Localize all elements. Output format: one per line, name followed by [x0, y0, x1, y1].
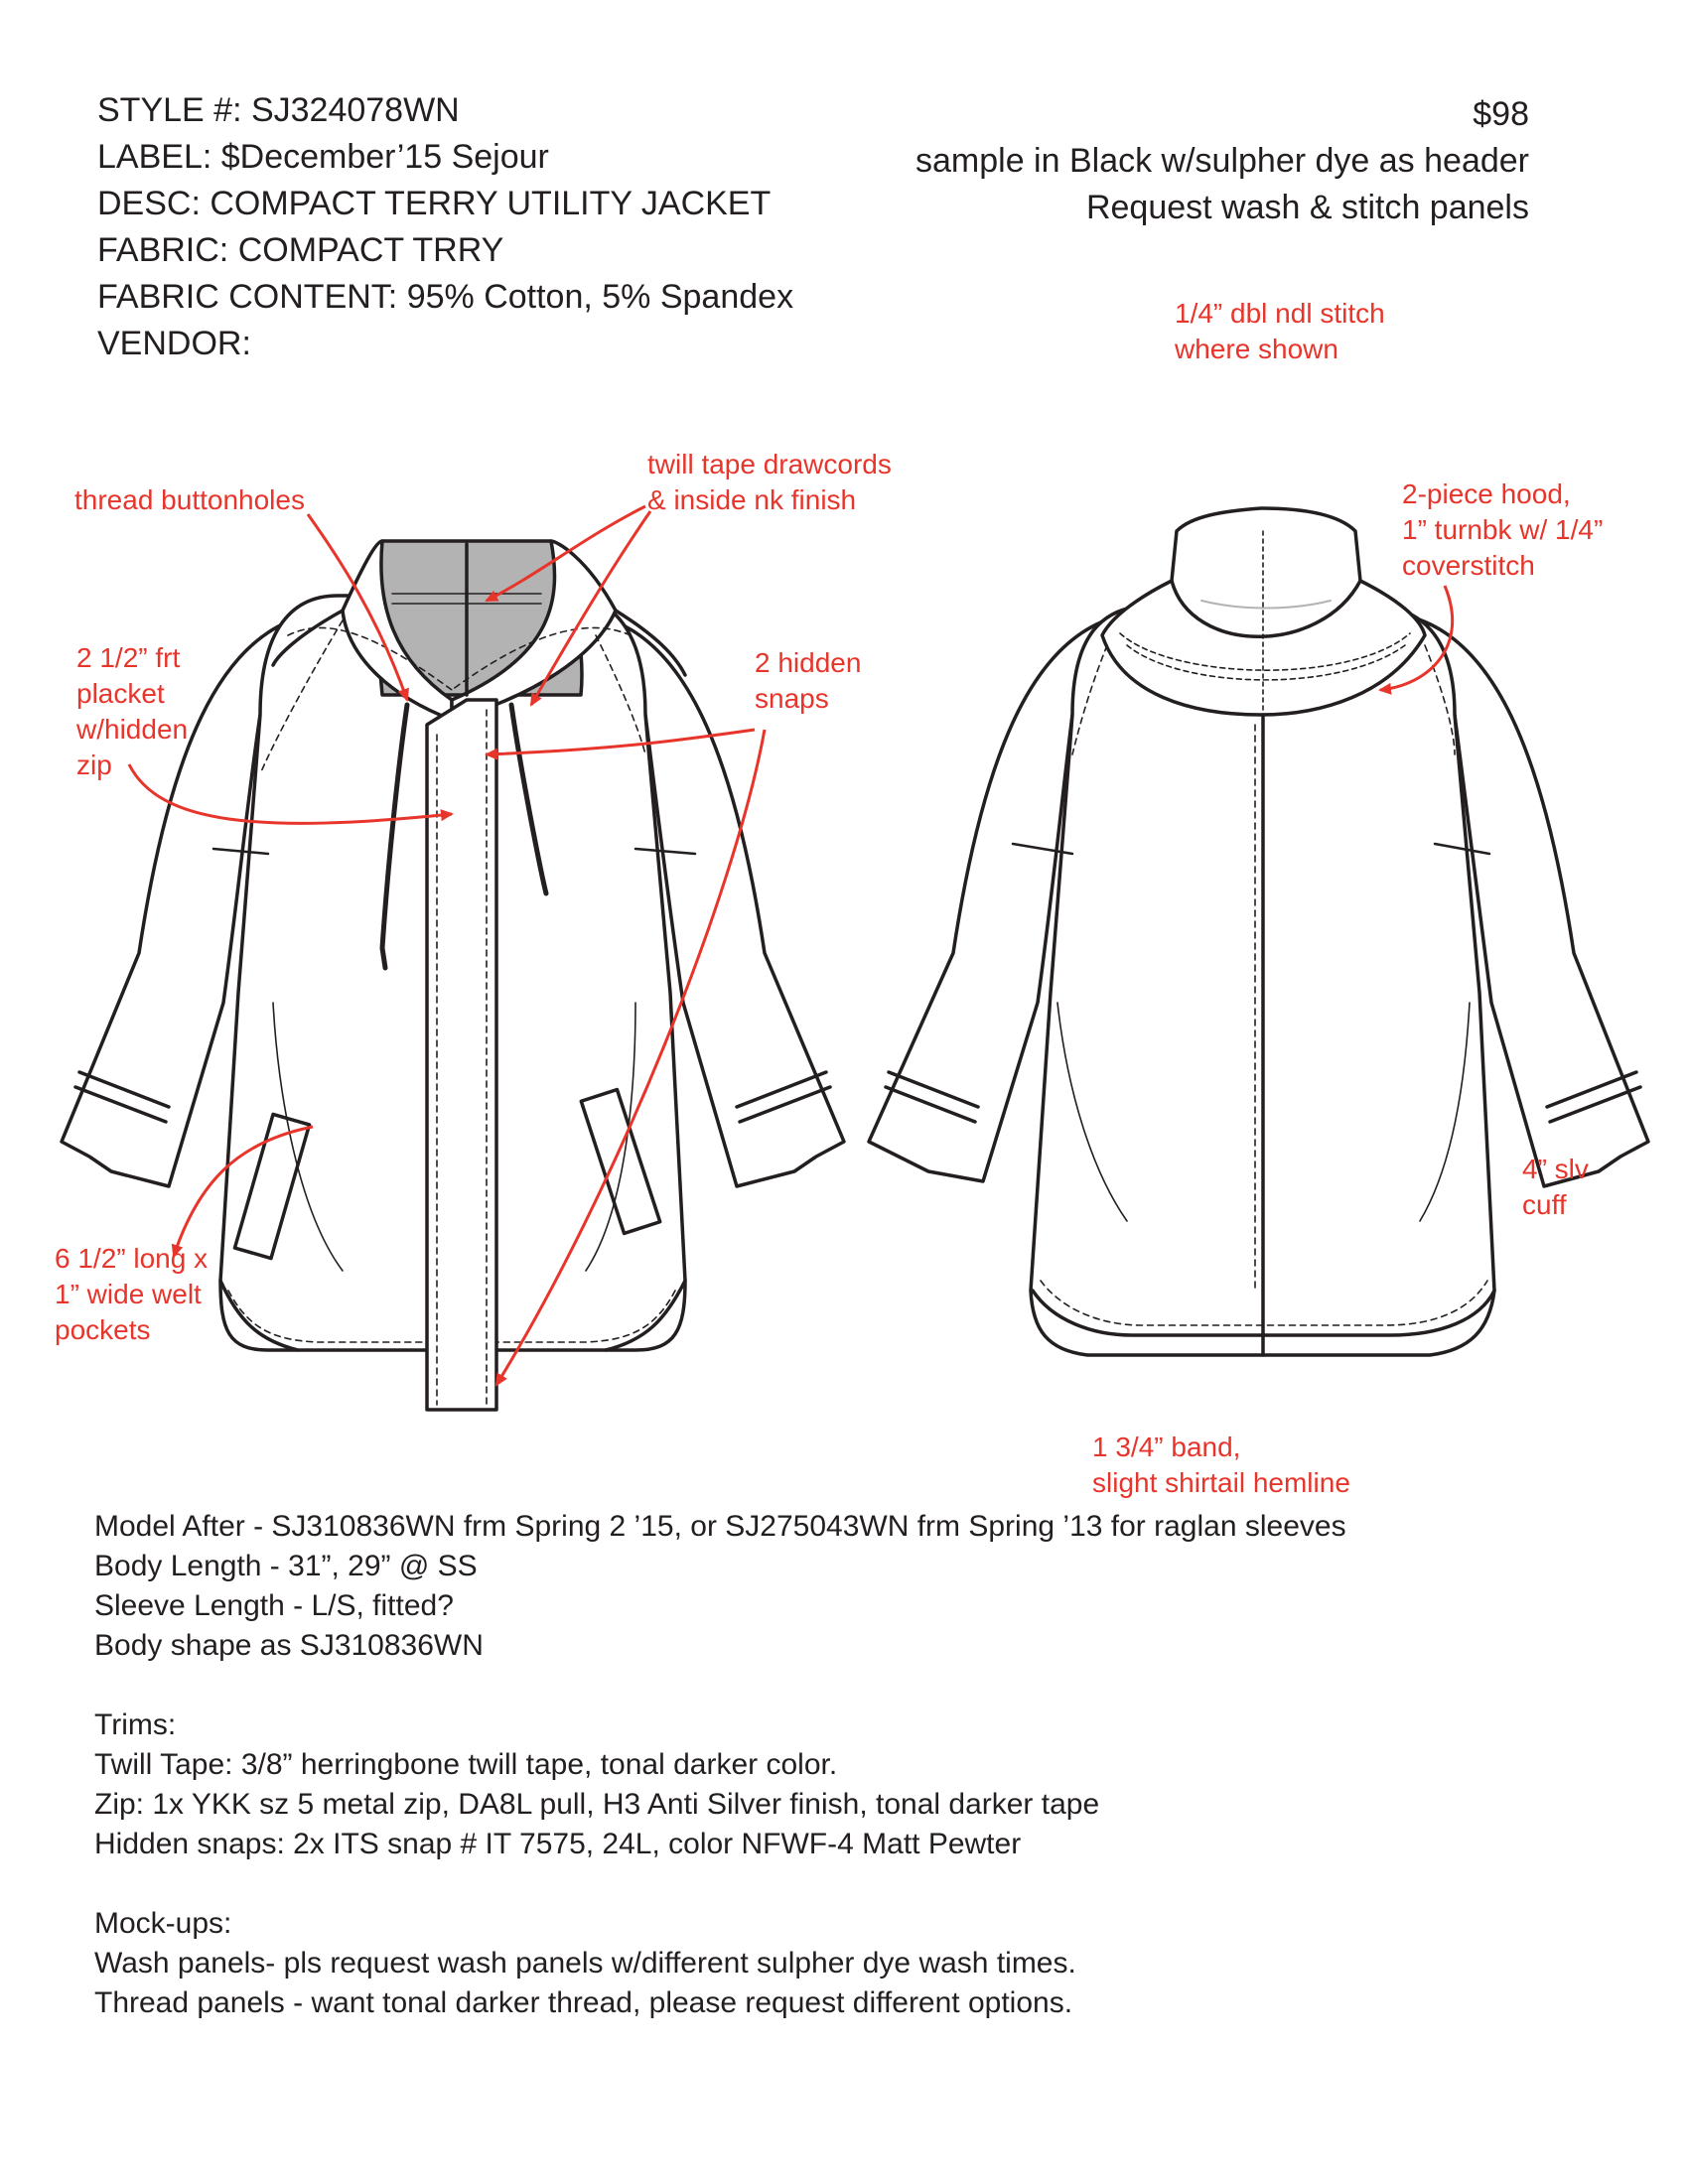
- trim-zip: Zip: 1x YKK sz 5 metal zip, DA8L pull, H3 Anti Silver finish, tonal darker tape: [94, 1788, 1100, 1821]
- mockup-thread-panels: Thread panels - want tonal darker thread, please request different options.: [94, 1986, 1073, 2019]
- callout-twill-tape: twill tape drawcords & inside nk finish: [647, 449, 892, 515]
- vendor-line: VENDOR:: [97, 325, 251, 362]
- model-after: Model After - SJ310836WN frm Spring 2 ’15, or SJ275043WN frm Spring ’13 for raglan sleeves: [94, 1510, 1346, 1543]
- trim-snaps: Hidden snaps: 2x ITS snap # IT 7575, 24L, color NFWF-4 Matt Pewter: [94, 1828, 1022, 1860]
- mockup-wash-panels: Wash panels- pls request wash panels w/different sulpher dye wash times.: [94, 1947, 1076, 1979]
- callout-thread-buttonholes: thread buttonholes: [74, 484, 305, 515]
- spec-notes: [94, 1507, 1346, 2023]
- body-shape: Body shape as SJ310836WN: [94, 1629, 484, 1662]
- callout-hood: 2-piece hood, 1” turnbk w/ 1/4” coverstitch: [1402, 478, 1604, 581]
- fabric-line: FABRIC: COMPACT TRRY: [97, 231, 504, 269]
- description-line: DESC: COMPACT TERRY UTILITY JACKET: [97, 185, 772, 222]
- request-note: Request wash & stitch panels: [1085, 189, 1529, 226]
- callout-dbl-ndl-stitch: 1/4” dbl ndl stitch where shown: [1175, 298, 1385, 364]
- sleeve-length: Sleeve Length - L/S, fitted?: [94, 1589, 454, 1622]
- back-view: [869, 508, 1648, 1355]
- style-number: STYLE #: SJ324078WN: [97, 91, 460, 129]
- trim-twill-tape: Twill Tape: 3/8” herringbone twill tape, tonal darker color.: [94, 1748, 838, 1781]
- callout-hidden-snaps: 2 hidden snaps: [755, 647, 862, 714]
- fabric-content-line: FABRIC CONTENT: 95% Cotton, 5% Spandex: [97, 278, 794, 316]
- label-line: LABEL: $December’15 Sejour: [97, 138, 549, 176]
- callout-hem-band: 1 3/4” band, slight shirtail hemline: [1092, 1432, 1350, 1498]
- sample-note: sample in Black w/sulpher dye as header: [915, 142, 1529, 180]
- callout-placket: 2 1/2” frt placket w/hidden zip: [76, 642, 189, 780]
- price: $98: [1473, 95, 1529, 133]
- mockups-title: Mock-ups:: [94, 1907, 232, 1940]
- trims-title: Trims:: [94, 1708, 177, 1741]
- callout-sleeve-cuff: 4” slv cuff: [1522, 1154, 1589, 1220]
- callout-welt-pockets: 6 1/2” long x 1” wide welt pockets: [55, 1243, 209, 1345]
- body-length: Body Length - 31”, 29” @ SS: [94, 1550, 478, 1582]
